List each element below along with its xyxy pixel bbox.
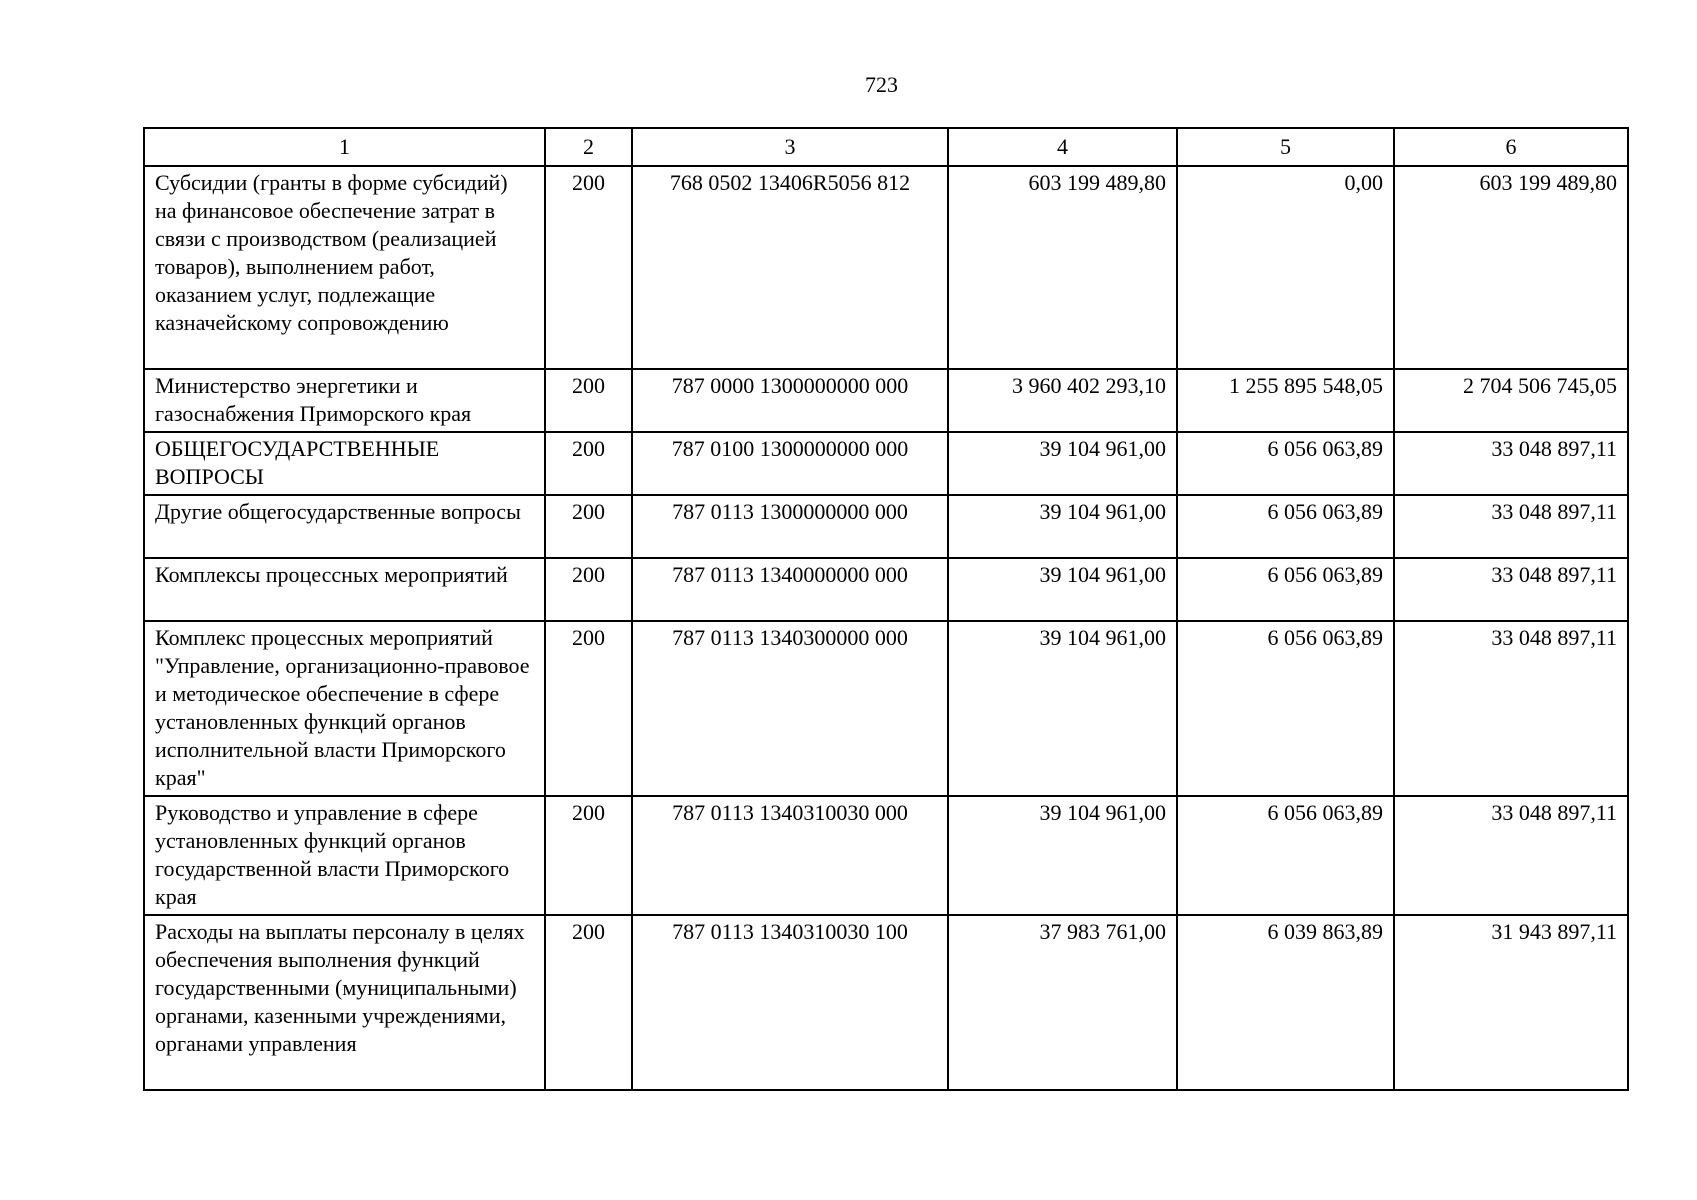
row-name: ОБЩЕГОСУДАРСТВЕННЫЕ ВОПРОСЫ: [144, 432, 545, 495]
row-code: 200: [545, 558, 632, 621]
row-executed: 6 039 863,89: [1177, 915, 1394, 1090]
budget-table: [143, 127, 1629, 1091]
row-approved: 39 104 961,00: [948, 621, 1177, 796]
row-name: Министерство энергетики и газоснабжения Приморского края: [144, 369, 545, 432]
row-unexecuted: 33 048 897,11: [1394, 495, 1628, 558]
row-code: 200: [545, 369, 632, 432]
row-executed: 6 056 063,89: [1177, 432, 1394, 495]
table-row: [144, 915, 1628, 1090]
row-kbk: 787 0113 1340310030 000: [632, 796, 948, 915]
row-executed: 0,00: [1177, 166, 1394, 369]
row-kbk: 787 0113 1340300000 000: [632, 621, 948, 796]
header-col-4: 4: [948, 128, 1177, 166]
table-header-row: [144, 128, 1628, 166]
row-name: Комплекс процессных мероприятий "Управление, организационно-правовое и методическое обеспечение в сфере установленных функций органов исполнительной власти Приморского края": [144, 621, 545, 796]
row-name: Руководство и управление в сфере установленных функций органов государственной власти Приморского края: [144, 796, 545, 915]
row-kbk: 787 0100 1300000000 000: [632, 432, 948, 495]
table-row: [144, 369, 1628, 432]
row-kbk: 787 0113 1300000000 000: [632, 495, 948, 558]
row-executed: 1 255 895 548,05: [1177, 369, 1394, 432]
table-row: [144, 166, 1628, 369]
row-code: 200: [545, 915, 632, 1090]
row-executed: 6 056 063,89: [1177, 495, 1394, 558]
row-kbk: 787 0113 1340000000 000: [632, 558, 948, 621]
row-approved: 39 104 961,00: [948, 495, 1177, 558]
row-approved: 39 104 961,00: [948, 432, 1177, 495]
table-row: [144, 495, 1628, 558]
table-row: [144, 796, 1628, 915]
row-approved: 39 104 961,00: [948, 558, 1177, 621]
row-executed: 6 056 063,89: [1177, 558, 1394, 621]
header-col-6: 6: [1394, 128, 1628, 166]
table-row: [144, 558, 1628, 621]
header-col-3: 3: [632, 128, 948, 166]
row-approved: 37 983 761,00: [948, 915, 1177, 1090]
row-name: Другие общегосударственные вопросы: [144, 495, 545, 558]
row-unexecuted: 33 048 897,11: [1394, 558, 1628, 621]
row-approved: 603 199 489,80: [948, 166, 1177, 369]
row-code: 200: [545, 796, 632, 915]
table-row: [144, 621, 1628, 796]
row-kbk: 787 0000 1300000000 000: [632, 369, 948, 432]
page-number: 723: [865, 72, 898, 97]
row-approved: 3 960 402 293,10: [948, 369, 1177, 432]
row-code: 200: [545, 495, 632, 558]
row-kbk: 787 0113 1340310030 100: [632, 915, 948, 1090]
row-code: 200: [545, 621, 632, 796]
header-col-1: 1: [144, 128, 545, 166]
row-unexecuted: 33 048 897,11: [1394, 621, 1628, 796]
row-unexecuted: 603 199 489,80: [1394, 166, 1628, 369]
row-executed: 6 056 063,89: [1177, 796, 1394, 915]
row-name: Субсидии (гранты в форме субсидий) на финансовое обеспечение затрат в связи с производством (реализацией товаров), выполнением работ, оказанием услуг, подлежащие казначейскому сопровождению: [144, 166, 545, 369]
row-unexecuted: 33 048 897,11: [1394, 432, 1628, 495]
row-name: Расходы на выплаты персоналу в целях обеспечения выполнения функций государственными (муниципальными) органами, казенными учреждениями, органами управления: [144, 915, 545, 1090]
row-code: 200: [545, 166, 632, 369]
header-col-5: 5: [1177, 128, 1394, 166]
row-name: Комплексы процессных мероприятий: [144, 558, 545, 621]
row-executed: 6 056 063,89: [1177, 621, 1394, 796]
row-unexecuted: 33 048 897,11: [1394, 796, 1628, 915]
row-unexecuted: 2 704 506 745,05: [1394, 369, 1628, 432]
table-row: [144, 432, 1628, 495]
row-code: 200: [545, 432, 632, 495]
row-unexecuted: 31 943 897,11: [1394, 915, 1628, 1090]
row-approved: 39 104 961,00: [948, 796, 1177, 915]
header-col-2: 2: [545, 128, 632, 166]
row-kbk: 768 0502 13406R5056 812: [632, 166, 948, 369]
